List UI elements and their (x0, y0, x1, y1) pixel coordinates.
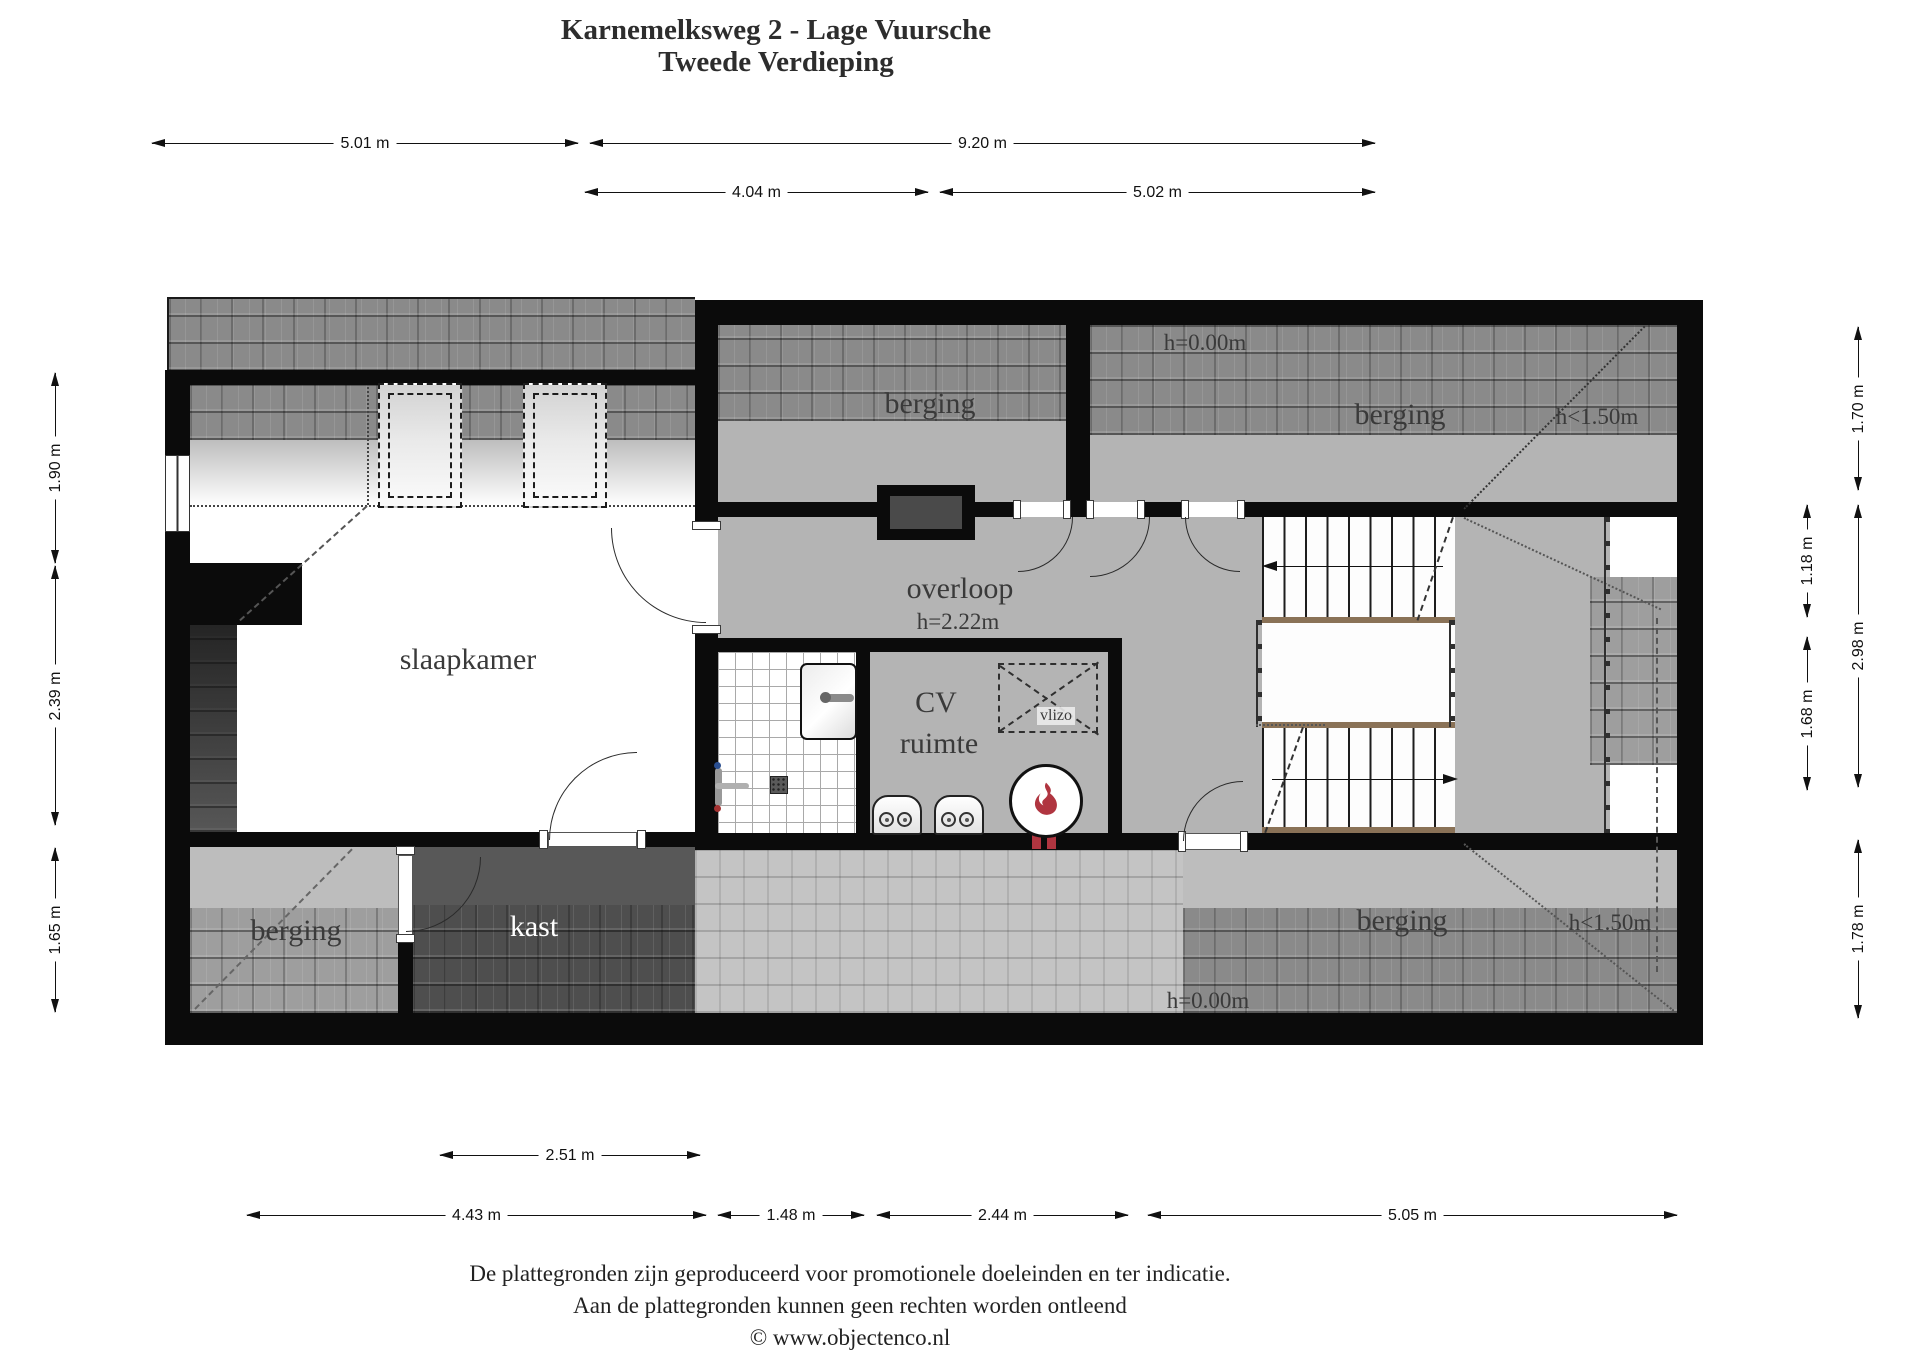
faucet-knob-icon (820, 692, 831, 703)
dimension-118 (1799, 505, 1816, 617)
dimension-165 (47, 848, 64, 1012)
label-height-lt150-top: h<1.50m (1555, 404, 1639, 429)
wall-cv-right (1108, 652, 1122, 850)
loft-hatch-vlizo (998, 663, 1098, 733)
flame-icon (1030, 780, 1062, 820)
dimension-value: 1.78 m (1850, 898, 1868, 961)
dimension-value: 1.48 m (760, 1207, 823, 1225)
skylight (378, 383, 462, 508)
vessel-cap-icon (897, 812, 912, 827)
dimension-value: 2.98 m (1850, 615, 1868, 678)
wall-right (1677, 300, 1703, 1045)
skylight-inner (533, 393, 597, 498)
skylight (523, 383, 607, 508)
label-slaapkamer: slaapkamer (399, 643, 537, 676)
vessel-cap-icon (879, 812, 894, 827)
door-frame (637, 830, 646, 849)
stair-flight-lower (1262, 722, 1455, 833)
wall-bottom (165, 1013, 1703, 1045)
dimension-value: 1.70 m (1850, 377, 1868, 440)
dimension-298 (1850, 505, 1867, 787)
vessel-cap-icon (959, 812, 974, 827)
roof-kast (413, 905, 695, 1013)
dimension-value: 5.01 m (334, 135, 397, 153)
label-height-222: h=2.22m (916, 609, 1000, 634)
title-line-1: Karnemelksweg 2 - Lage Vuursche (560, 14, 992, 46)
dimension-value: 9.20 m (951, 135, 1014, 153)
dimension-148 (718, 1207, 864, 1224)
title-line-2: Tweede Verdieping (658, 46, 894, 79)
label-height-bottom: h=0.00m (1166, 988, 1250, 1013)
cv-boiler (1009, 764, 1083, 838)
footer-line-3: © www.objectenco.nl (749, 1325, 951, 1351)
dimension-443 (247, 1207, 706, 1224)
chimney-shaft (190, 625, 237, 832)
dimension-170 (1850, 327, 1867, 490)
room-berging-bottom-right (1183, 850, 1677, 908)
dimension-value: 1.68 m (1799, 682, 1817, 745)
hatch-cross-line (999, 665, 1099, 735)
vessel-cap-icon (941, 812, 956, 827)
expansion-vessel (872, 795, 922, 835)
stair-flight-upper (1262, 517, 1455, 623)
dimension-251 (440, 1147, 700, 1164)
landing-edge-line (1256, 724, 1325, 726)
stair-arrow-down-head (1443, 774, 1458, 784)
floor-drain-icon (770, 776, 788, 794)
dimension-value: 1.18 m (1799, 530, 1817, 593)
label-height-lt150-bottom: h<1.50m (1568, 910, 1652, 935)
dimension-190 (47, 373, 64, 563)
dimension-501 (152, 135, 578, 152)
footer-disclaimer (0, 1258, 1700, 1355)
landing-railing (1604, 517, 1610, 833)
door-gap-overloop-c (1185, 502, 1240, 517)
dimension-value: 2.51 m (539, 1147, 602, 1165)
dimension-value: 2.44 m (971, 1207, 1034, 1225)
dimension-505 (1148, 1207, 1677, 1224)
room-berging-bottom-left (190, 847, 398, 908)
dimension-244 (877, 1207, 1128, 1224)
dimension-value: 1.90 m (47, 437, 65, 500)
skylight-inner (388, 393, 452, 498)
stair-arrow-up-line (1272, 566, 1443, 567)
dimension-value: 5.02 m (1126, 184, 1189, 202)
door-gap-overloop-a (1018, 502, 1066, 517)
label-berging-bottom-right: berging (1356, 904, 1448, 937)
door-frame (396, 934, 415, 943)
door-frame (692, 625, 721, 634)
stair-arrow-down-line (1272, 779, 1443, 780)
hatch-cross-line (999, 662, 1099, 732)
expansion-vessel (934, 795, 984, 835)
door-frame (396, 846, 415, 855)
dimension-value: 5.05 m (1381, 1207, 1444, 1225)
roof-bottom-middle (695, 850, 1183, 1013)
roof-band-berging-top-middle (718, 325, 1066, 421)
stair-railing (1256, 620, 1262, 727)
label-cv-line2: ruimte (899, 727, 979, 760)
roof-berging-bottom-right (1183, 908, 1677, 1013)
label-vlizo: vlizo (1037, 707, 1075, 725)
label-height-top: h=0.00m (1163, 330, 1247, 355)
hot-tap-dot-icon (714, 805, 721, 812)
wall-bathroom-top (718, 638, 1122, 652)
wall-berging-divider (1066, 323, 1090, 505)
dimension-value: 2.39 m (47, 664, 65, 727)
dimension-239 (47, 566, 64, 825)
dimension-value: 4.04 m (725, 184, 788, 202)
cold-tap-dot-icon (714, 762, 721, 769)
door-frame (539, 830, 548, 849)
label-berging-top-middle: berging (884, 387, 976, 420)
footer-line-1: De plattegronden zijn geproduceerd voor promotionele doeleinden en ter indicatie. (469, 1261, 1231, 1286)
label-berging-top-right: berging (1354, 398, 1446, 431)
roof-line (367, 387, 369, 505)
dimension-502 (940, 184, 1375, 201)
label-overloop: overloop (906, 572, 1014, 605)
stair-arrow-up-head (1262, 561, 1277, 571)
label-berging-bottom-left: berging (250, 914, 342, 947)
wall-top (695, 300, 1703, 325)
roof-band-top-left (167, 297, 695, 371)
stair-railing (1449, 620, 1455, 727)
page-title (0, 14, 1552, 79)
roof-berging-bottom-left (190, 908, 398, 1013)
chimney-duct-inner (890, 496, 962, 529)
roof-line (1656, 618, 1658, 972)
window (165, 455, 190, 532)
door-gap-overloop-b (1090, 502, 1140, 517)
shower-pipe-icon (715, 783, 749, 789)
footer-line-2: Aan de plattegronden kunnen geen rechten worden ontleend (573, 1293, 1127, 1319)
dimension-168 (1799, 637, 1816, 790)
label-kast: kast (509, 910, 559, 943)
dimension-920 (590, 135, 1375, 152)
dimension-value: 1.65 m (47, 899, 65, 962)
wall-bathroom-right (856, 652, 870, 835)
label-cv-line1: CV (915, 686, 957, 719)
dimension-178 (1850, 840, 1867, 1018)
dimension-value: 4.43 m (445, 1207, 508, 1225)
dimension-404 (585, 184, 928, 201)
